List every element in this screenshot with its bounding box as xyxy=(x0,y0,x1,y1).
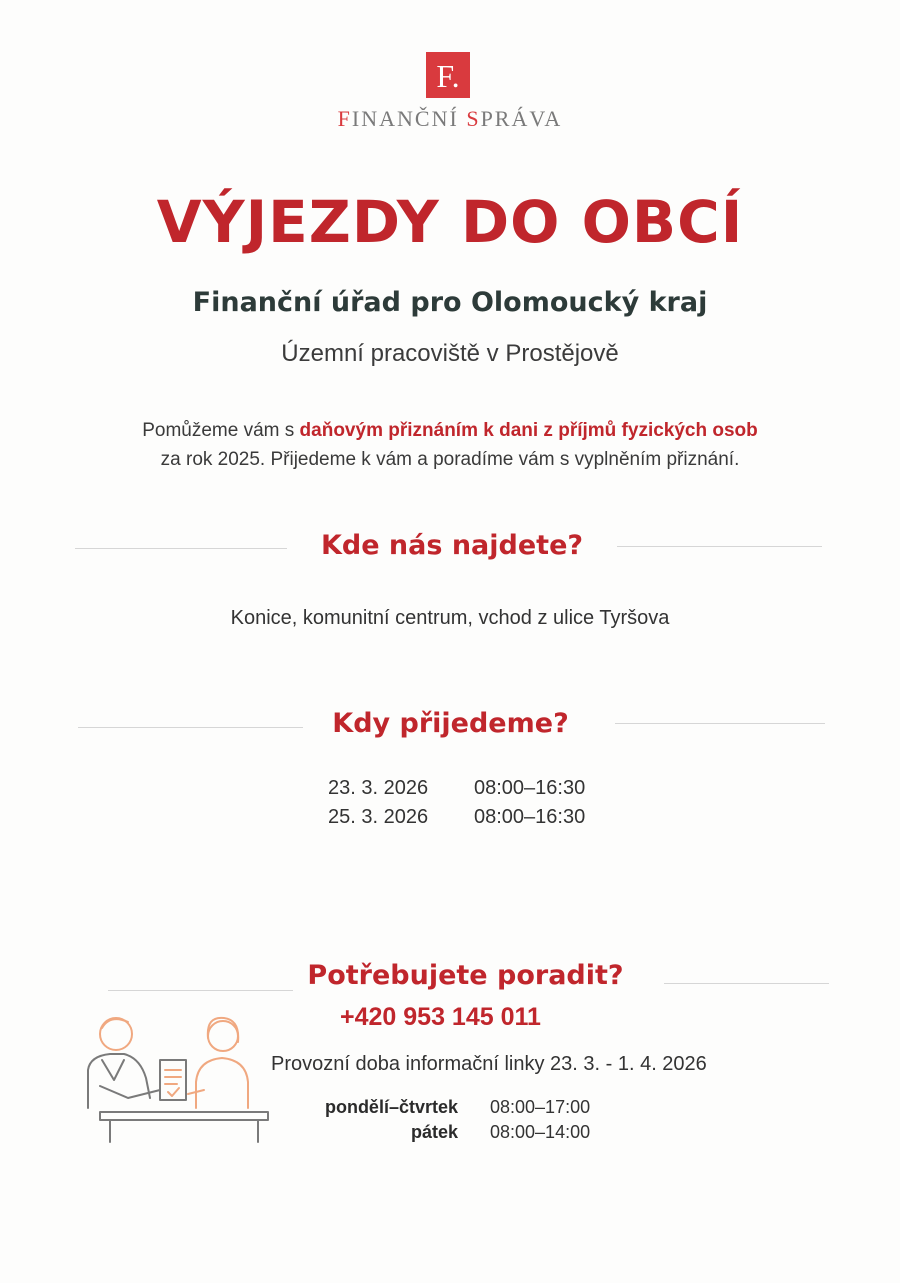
page-title: VÝJEZDY DO OBCÍ xyxy=(156,188,744,256)
logo-wordmark: FINANČNÍ SPRÁVA xyxy=(337,106,563,131)
hours-days: pondělí–čtvrtek xyxy=(324,1097,458,1117)
consultation-illustration-icon xyxy=(80,1008,275,1148)
when-heading: Kdy přijedeme? xyxy=(332,708,569,739)
schedule-time: 08:00–16:30 xyxy=(474,806,586,828)
hours-row xyxy=(290,1097,630,1118)
divider xyxy=(617,546,822,547)
schedule-date: 25. 3. 2026 xyxy=(328,806,429,828)
divider xyxy=(75,548,287,549)
schedule-time: 08:00–16:30 xyxy=(474,777,586,799)
hours-time: 08:00–17:00 xyxy=(490,1097,591,1117)
divider xyxy=(78,727,303,728)
intro-text: Pomůžeme vám s daňovým přiznáním k dani z příjmů fyzických osob za rok 2025. Přijedeme k vám a poradíme vám s vyplněním přiznání. xyxy=(142,420,758,470)
hotline-hours-text: Provozní doba informační linky 23. 3. - 1. 4. 2026 xyxy=(271,1053,707,1075)
divider xyxy=(108,990,293,991)
hours-days: pátek xyxy=(410,1122,458,1142)
hours-time: 08:00–14:00 xyxy=(490,1122,591,1142)
schedule-row xyxy=(328,777,585,800)
hours-row xyxy=(290,1122,630,1143)
schedule-date: 23. 3. 2026 xyxy=(328,777,429,799)
workplace-name: Územní pracoviště v Prostějově xyxy=(281,340,619,367)
logo-mark: F. xyxy=(426,52,470,98)
help-heading: Potřebujete poradit? xyxy=(307,960,624,991)
where-heading: Kde nás najdete? xyxy=(320,530,584,561)
location-text: Konice, komunitní centrum, vchod z ulice Tyršova xyxy=(230,607,670,629)
office-name: Finanční úřad pro Olomoucký kraj xyxy=(192,287,708,318)
divider xyxy=(615,723,825,724)
phone-number[interactable]: +420 953 145 011 xyxy=(340,1003,541,1031)
divider xyxy=(664,983,829,984)
schedule-row xyxy=(328,806,585,829)
